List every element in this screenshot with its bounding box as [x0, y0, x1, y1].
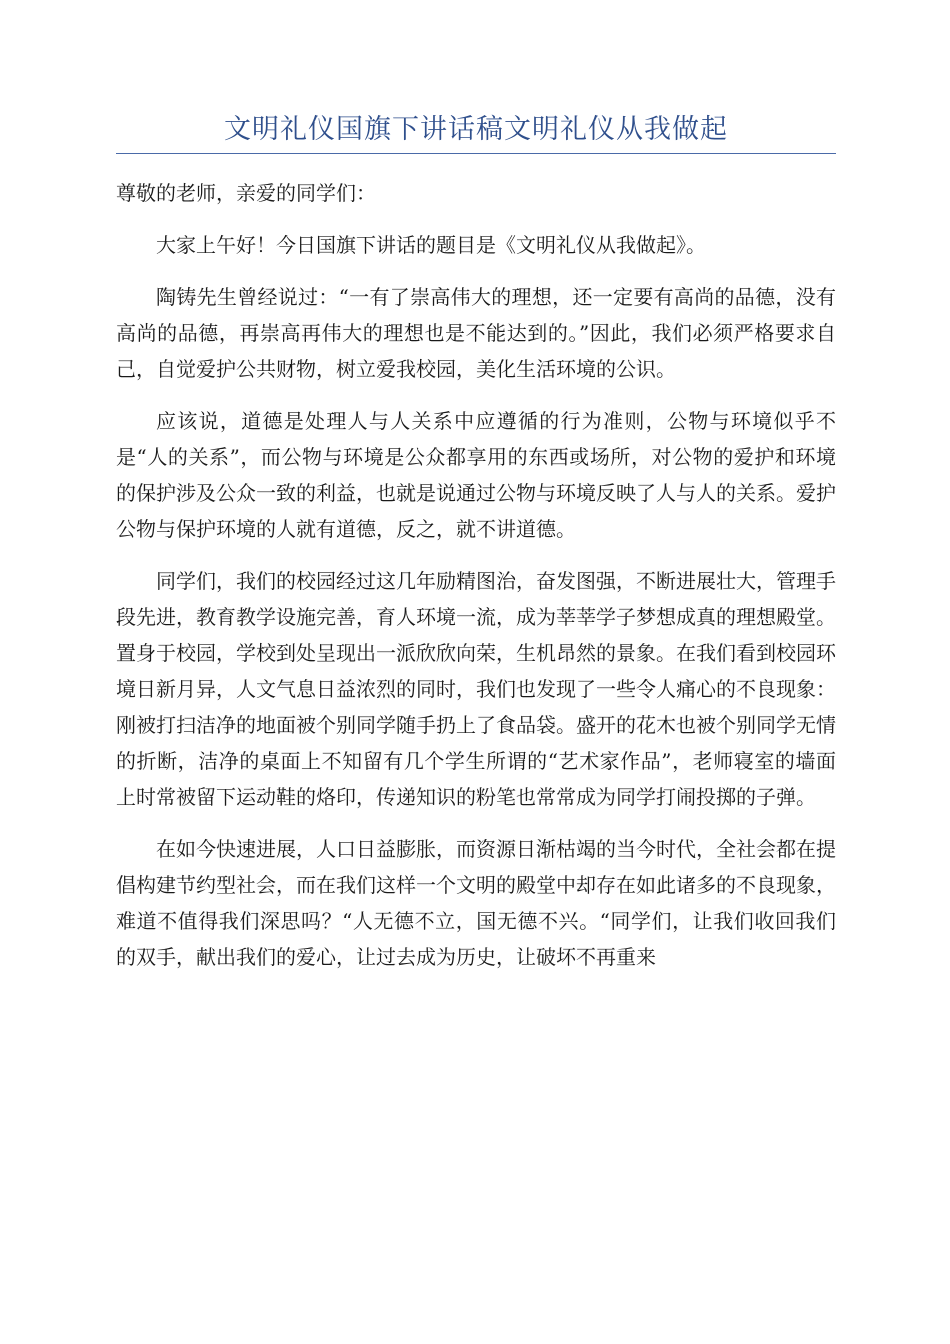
salutation: 尊敬的老师，亲爱的同学们：: [116, 181, 376, 205]
document-title: 文明礼仪国旗下讲话稿文明礼仪从我做起: [116, 110, 836, 154]
paragraph-conclusion: 在如今快速进展，人口日益膨胀，而资源日渐枯竭的当今时代，全社会都在提倡构建节约型社会，而在我们这样一个文明的殿堂中却存在如此诸多的不良现象，难道不值得我们深思吗？“人无德不立，国无德不兴。“同学们，让我们收回我们的双手，献出我们的爱心，让过去成为历史，让破坏不再重来: [116, 837, 836, 969]
paragraph-quote: 陶铸先生曾经说过：“一有了崇高伟大的理想，还一定要有高尚的品德，没有高尚的品德，再崇高再伟大的理想也是不能达到的。”因此，我们必须严格要求自己，自觉爱护公共财物，树立爱我校园，美化生活环境的公识。: [116, 285, 836, 381]
document-body: [116, 175, 836, 975]
paragraph-campus: 同学们，我们的校园经过这几年励精图治，奋发图强，不断进展壮大，管理手段先进，教育教学设施完善，育人环境一流，成为莘莘学子梦想成真的理想殿堂。置身于校园，学校到处呈现出一派欣欣向荣，生机昂然的景象。在我们看到校园环境日新月异，人文气息日益浓烈的同时，我们也发现了一些令人痛心的不良现象：刚被打扫洁净的地面被个别同学随手扔上了食品袋。盛开的花木也被个别同学无情的折断，洁净的桌面上不知留有几个学生所谓的“艺术家作品”，老师寝室的墙面上时常被留下运动鞋的烙印，传递知识的粉笔也常常成为同学打闹投掷的子弹。: [116, 569, 836, 809]
paragraph-morality: 应该说，道德是处理人与人关系中应遵循的行为准则，公物与环境似乎不是“人的关系”，而公物与环境是公众都享用的东西或场所，对公物的爱护和环境的保护涉及公众一致的利益，也就是说通过公物与环境反映了人与人的关系。爱护公物与保护环境的人就有道德，反之，就不讲道德。: [116, 409, 836, 541]
document-page: [116, 110, 836, 991]
paragraph-greeting: 大家上午好！今日国旗下讲话的题目是《文明礼仪从我做起》。: [156, 233, 706, 257]
